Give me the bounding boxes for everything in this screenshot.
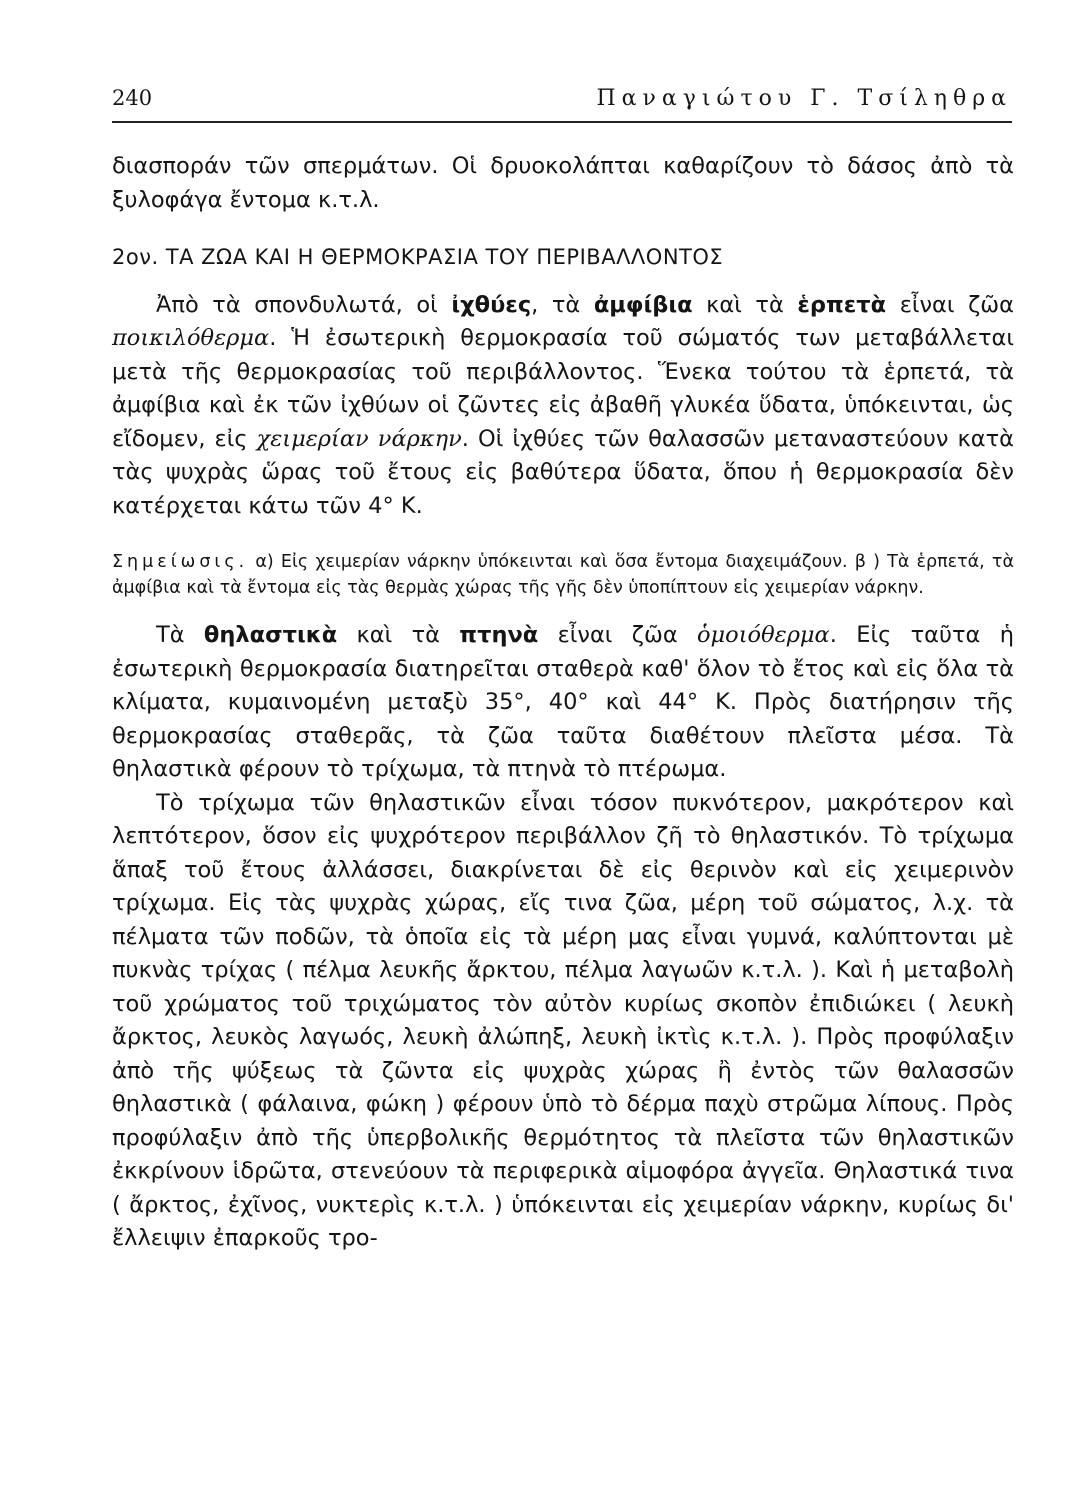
term-ptina: πτηνὰ — [459, 622, 539, 648]
note-label: Σημείωσις. — [112, 552, 249, 572]
term-cheimeria-narki: χειμερίαν νάρκην — [256, 425, 462, 452]
page-header — [112, 84, 1012, 124]
text-run: καὶ τὰ — [692, 291, 798, 318]
header-rule — [112, 121, 1012, 123]
paragraph-poikilotherma — [112, 289, 1014, 524]
term-ichthyes: ἰχθύες — [451, 291, 532, 318]
paragraph-omoiotherma — [112, 619, 1014, 787]
text-run: εἶναι ζῶα — [886, 291, 1014, 318]
note-text: α) Εἰς χειμερίαν νάρκην ὑπόκεινται καὶ ὅσα ἔντομα διαχειμάζουν. β ) Τὰ ἑρπετά, τὰ ἀμφίβια καὶ τὰ ἔντομα εἰς τὰς θερμὰς χώρας τῆς γῆς δὲν ὑποπίπτουν εἰς χειμερίαν νάρκην. — [112, 552, 1014, 598]
note-paragraph — [112, 549, 1014, 601]
paragraph-trichoma: Τὸ τρίχωμα τῶν θηλαστικῶν εἶναι τόσον πυκνότερον, μακρότερον καὶ λεπτότερον, ὅσον εἰς ψυχρότερον περιβάλλον ζῆ τὸ θηλαστικόν. Τὸ τρίχωμα ἅπαξ τοῦ ἔτους ἀλλάσσει, διακρίνεται δὲ εἰς θερινὸν καὶ εἰς χειμερινὸν τρίχωμα. Εἰς τὰς ψυχρὰς χώρας, εἴς τινα ζῶα, μέρη τοῦ σώματος, λ.χ. τὰ πέλματα τῶν ποδῶν, τὰ ὁποῖα εἰς τὰ μέρη μας εἶναι γυμνά, καλύπτονται μὲ πυκνὰς τρίχας ( πέλμα λευκῆς ἄρκτου, πέλμα λαγωῶν κ.τ.λ. ). Καὶ ἡ μεταβολὴ τοῦ χρώματος τοῦ τριχώματος τὸν αὐτὸν κυρίως σκοπὸν ἐπιδιώκει ( λευκὴ ἄρκτος, λευκὸς λαγωός, λευκὴ ἀλώπηξ, λευκὴ ἰκτὶς κ.τ.λ. ). Πρὸς προφύλαξιν ἀπὸ τῆς ψύξεως τὰ ζῶντα εἰς ψυχρὰς χώρας ἢ ἐντὸς τῶν θαλασσῶν θηλαστικὰ ( φάλαινα, φώκη ) φέρουν ὑπὸ τὸ δέρμα παχὺ στρῶμα λίπους. Πρὸς προφύλαξιν ἀπὸ τῆς ὑπερβολικῆς θερμότητος τὰ πλεῖστα τῶν θηλαστικῶν ἐκκρίνουν ἱδρῶτα, στενεύουν τὰ περιφερικὰ αἱμοφόρα ἀγγεῖα. Θηλαστικά τινα ( ἄρκτος, ἐχῖνος, νυκτερὶς κ.τ.λ. ) ὑπόκεινται εἰς χειμερίαν νάρκην, κυρίως δι' ἔλλειψιν ἐπαρκοῦς τρο- — [112, 789, 1014, 1251]
text-run: , τὰ — [531, 291, 594, 318]
running-head: Παναγιώτου Γ. Τσίληθρα — [596, 86, 1012, 111]
text-run: . Οἱ ἰχθύες τῶν θαλασσῶν μεταναστεύουν κατὰ τὰς ψυχρὰς ὥρας τοῦ ἔτους εἰς βαθύτερα ὕδατα, ὅπου ἡ θερμοκρασία δὲν κατέρχεται κάτω τῶν 4° Κ. — [112, 425, 1014, 519]
section-heading: 2ον. ΤΑ ΖΩΑ ΚΑΙ Η ΘΕΡΜΟΚΡΑΣΙΑ ΤΟΥ ΠΕΡΙΒΑΛΛΟΝΤΟΣ — [112, 245, 724, 269]
continuation-paragraph: διασποράν τῶν σπερμάτων. Οἱ δρυοκολάπται καθαρίζουν τὸ δάσος ἀπὸ τὰ ξυλοφάγα ἔντομα κ.τ.λ. — [112, 153, 1014, 213]
term-amfibia: ἀμφίβια — [593, 291, 693, 318]
text-run: Ἀπὸ τὰ σπονδυλωτά, οἱ — [156, 291, 452, 318]
page-body — [112, 150, 1014, 1256]
text-run: . Εἰς ταῦτα ἡ ἐσωτερικὴ θερμοκρασία διατηρεῖται σταθερὰ καθ' ὅλον τὸ ἔτος καὶ εἰς ὅλα τὰ κλίματα, κυμαινομένη μεταξὺ 35°, 40° καὶ 44° Κ. Πρὸς διατήρησιν τῆς θερμοκρασίας σταθερᾶς, τὰ ζῶα ταῦτα διαθέτουν πλεῖστα μέσα. Τὰ θηλαστικὰ φέρουν τὸ τρίχωμα, τὰ πτηνὰ τὸ πτέρωμα. — [112, 622, 1014, 782]
text-run: εἶναι ζῶα — [538, 622, 697, 648]
term-omoiotherma: ὁμοιόθερμα — [697, 622, 830, 648]
term-poikilotherma: ποικιλόθερμα — [112, 325, 270, 351]
text-run: Τὰ — [156, 622, 204, 648]
text-run: . Ἡ ἐσωτερικὴ θερμοκρασία τοῦ σώματός των μεταβάλλεται μετὰ τῆς θερμοκρασίας τοῦ περιβάλλοντος. Ἕνεκα τούτου τὰ ἑρπετά, τὰ ἀμφίβια καὶ ἐκ τῶν ἰχθύων οἱ ζῶντες εἰς ἀβαθῆ γλυκέα ὕδατα, ὑπόκεινται, ὡς εἴδομεν, εἰς — [112, 325, 1014, 452]
term-thilastika: θηλαστικὰ — [203, 622, 338, 648]
text-run: καὶ τὰ — [337, 622, 460, 648]
term-erpeta: ἑρπετὰ — [797, 291, 887, 318]
page-number: 240 — [112, 86, 153, 110]
